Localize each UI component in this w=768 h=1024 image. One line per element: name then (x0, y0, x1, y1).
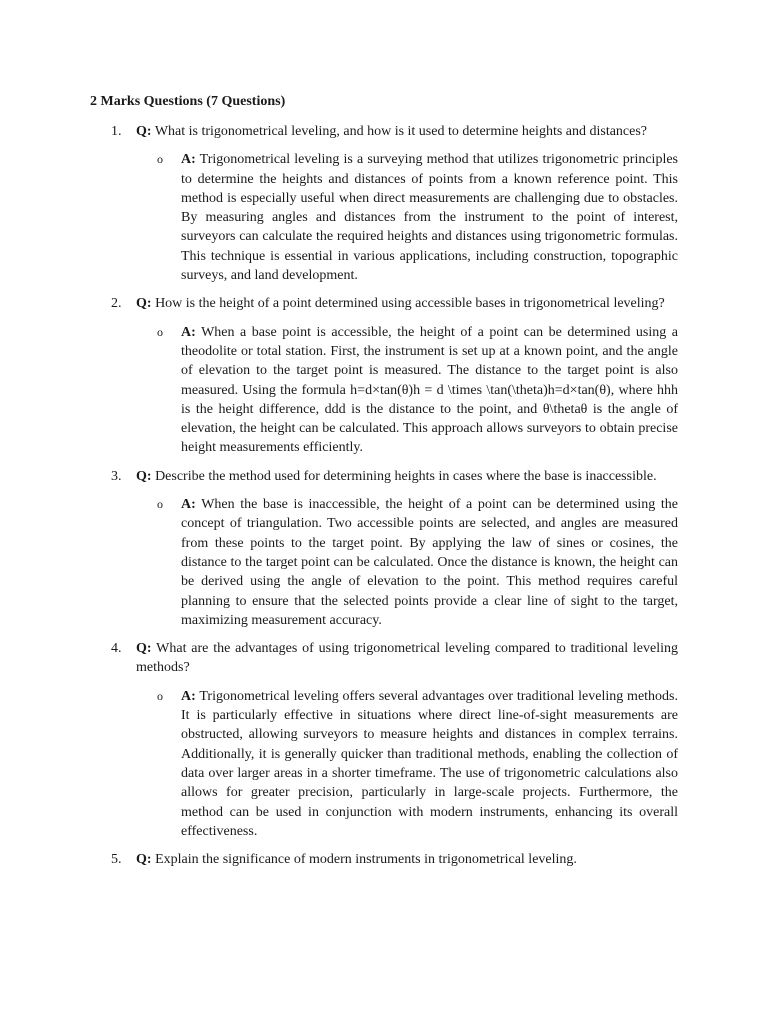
question-body: How is the height of a point determined using accessible bases in trigonometrical leveling? (155, 296, 665, 312)
answer-text (181, 687, 678, 841)
question-number: 2. (111, 296, 122, 312)
bullet-marker: o (157, 324, 163, 339)
section-heading: 2 Marks Questions (7 Questions) (90, 94, 286, 109)
question-number: 3. (111, 468, 122, 484)
qa-item-2 (0, 294, 768, 457)
question-label: Q: (136, 641, 152, 657)
answer-label: A: (181, 497, 196, 513)
question-text (136, 639, 678, 678)
question-body: What is trigonometrical leveling, and how is it used to determine heights and distances? (154, 124, 648, 139)
answer-body: When a base point is accessible, the height of a point can be determined using a theodolite or total station. First, the instrument is set up at a known point, and the angle of elevation to the target point is measured. The distance to the target point is also measured. Using the formula h=d×tan⁡(θ)h = d \times \tan(\theta)h=d×tan(θ), where hhh is the height difference, ddd is the distance to the point, and θ\thetaθ is the angle of elevation, the height can be calculated. This approach allows surveyors to obtain precise height measurements efficiently. (181, 324, 678, 456)
question-label: Q: (136, 468, 152, 484)
question-number: 5. (111, 852, 122, 868)
bullet-marker: o (157, 688, 163, 703)
answer-text (181, 323, 678, 458)
question-number: 1. (111, 124, 122, 139)
question-text (136, 850, 678, 869)
answer-text (181, 150, 678, 285)
bullet-marker: o (157, 497, 163, 512)
answer-block (0, 495, 768, 630)
qa-item-1 (0, 122, 768, 285)
answer-text (181, 495, 678, 630)
bullet-marker: o (157, 152, 163, 167)
answer-block (0, 323, 768, 458)
qa-item-3 (0, 467, 768, 630)
answer-block (0, 150, 768, 285)
qa-item-5 (0, 850, 768, 869)
answer-body: Trigonometrical leveling offers several advantages over traditional leveling methods. It is particularly effective in situations where direct line-of-sight measurements are obstructed, allowing surveyors to measure heights and distances in complex terrains. Additionally, it is generally quicker than traditional methods, enabling the collection of data over larger areas in a shorter timeframe. The use of trigonometric calculations also allows for greater precision, particularly in large-scale projects. Furthermore, the method can be used in conjunction with modern instruments, enhancing its overall effectiveness. (181, 688, 678, 839)
question-text (136, 294, 678, 313)
question-body: Explain the significance of modern instruments in trigonometrical leveling. (155, 852, 577, 868)
question-text (136, 122, 678, 141)
answer-body: Trigonometrical leveling is a surveying method that utilizes trigonometric principles to determine the heights and distances of points from a known reference point. This method is especially useful when direct measurements are challenging due to obstacles. By measuring angles and distances from the instrument to the point of interest, surveyors can calculate the required heights and distances using trigonometric formulas. This technique is essential in various applications, including construction, topographic surveys, and land development. (181, 152, 679, 284)
question-number: 4. (111, 641, 122, 657)
question-label: Q: (136, 296, 152, 312)
answer-label: A: (181, 688, 196, 704)
answer-label: A: (181, 324, 196, 340)
question-label: Q: (136, 852, 152, 868)
question-text (136, 467, 678, 486)
answer-body: When the base is inaccessible, the height of a point can be determined using the concept of triangulation. Two accessible points are selected, and angles are measured from these points to the target point. By applying the law of sines or cosines, the distance to the target point can be calculated. Once the distance is known, the height can be derived using the angle of elevation to the point. This method requires careful planning to ensure that the selected points provide a clear line of sight to the target, maximizing measurement accuracy. (181, 497, 679, 628)
answer-label: A: (181, 152, 196, 168)
question-body: Describe the method used for determining heights in cases where the base is inaccessible. (155, 468, 657, 484)
question-label: Q: (136, 124, 152, 139)
answer-block (0, 687, 768, 841)
qa-item-4 (0, 639, 768, 841)
qa-list (0, 122, 768, 878)
question-body: What are the advantages of using trigonometrical leveling compared to traditional leveling methods? (136, 641, 679, 676)
